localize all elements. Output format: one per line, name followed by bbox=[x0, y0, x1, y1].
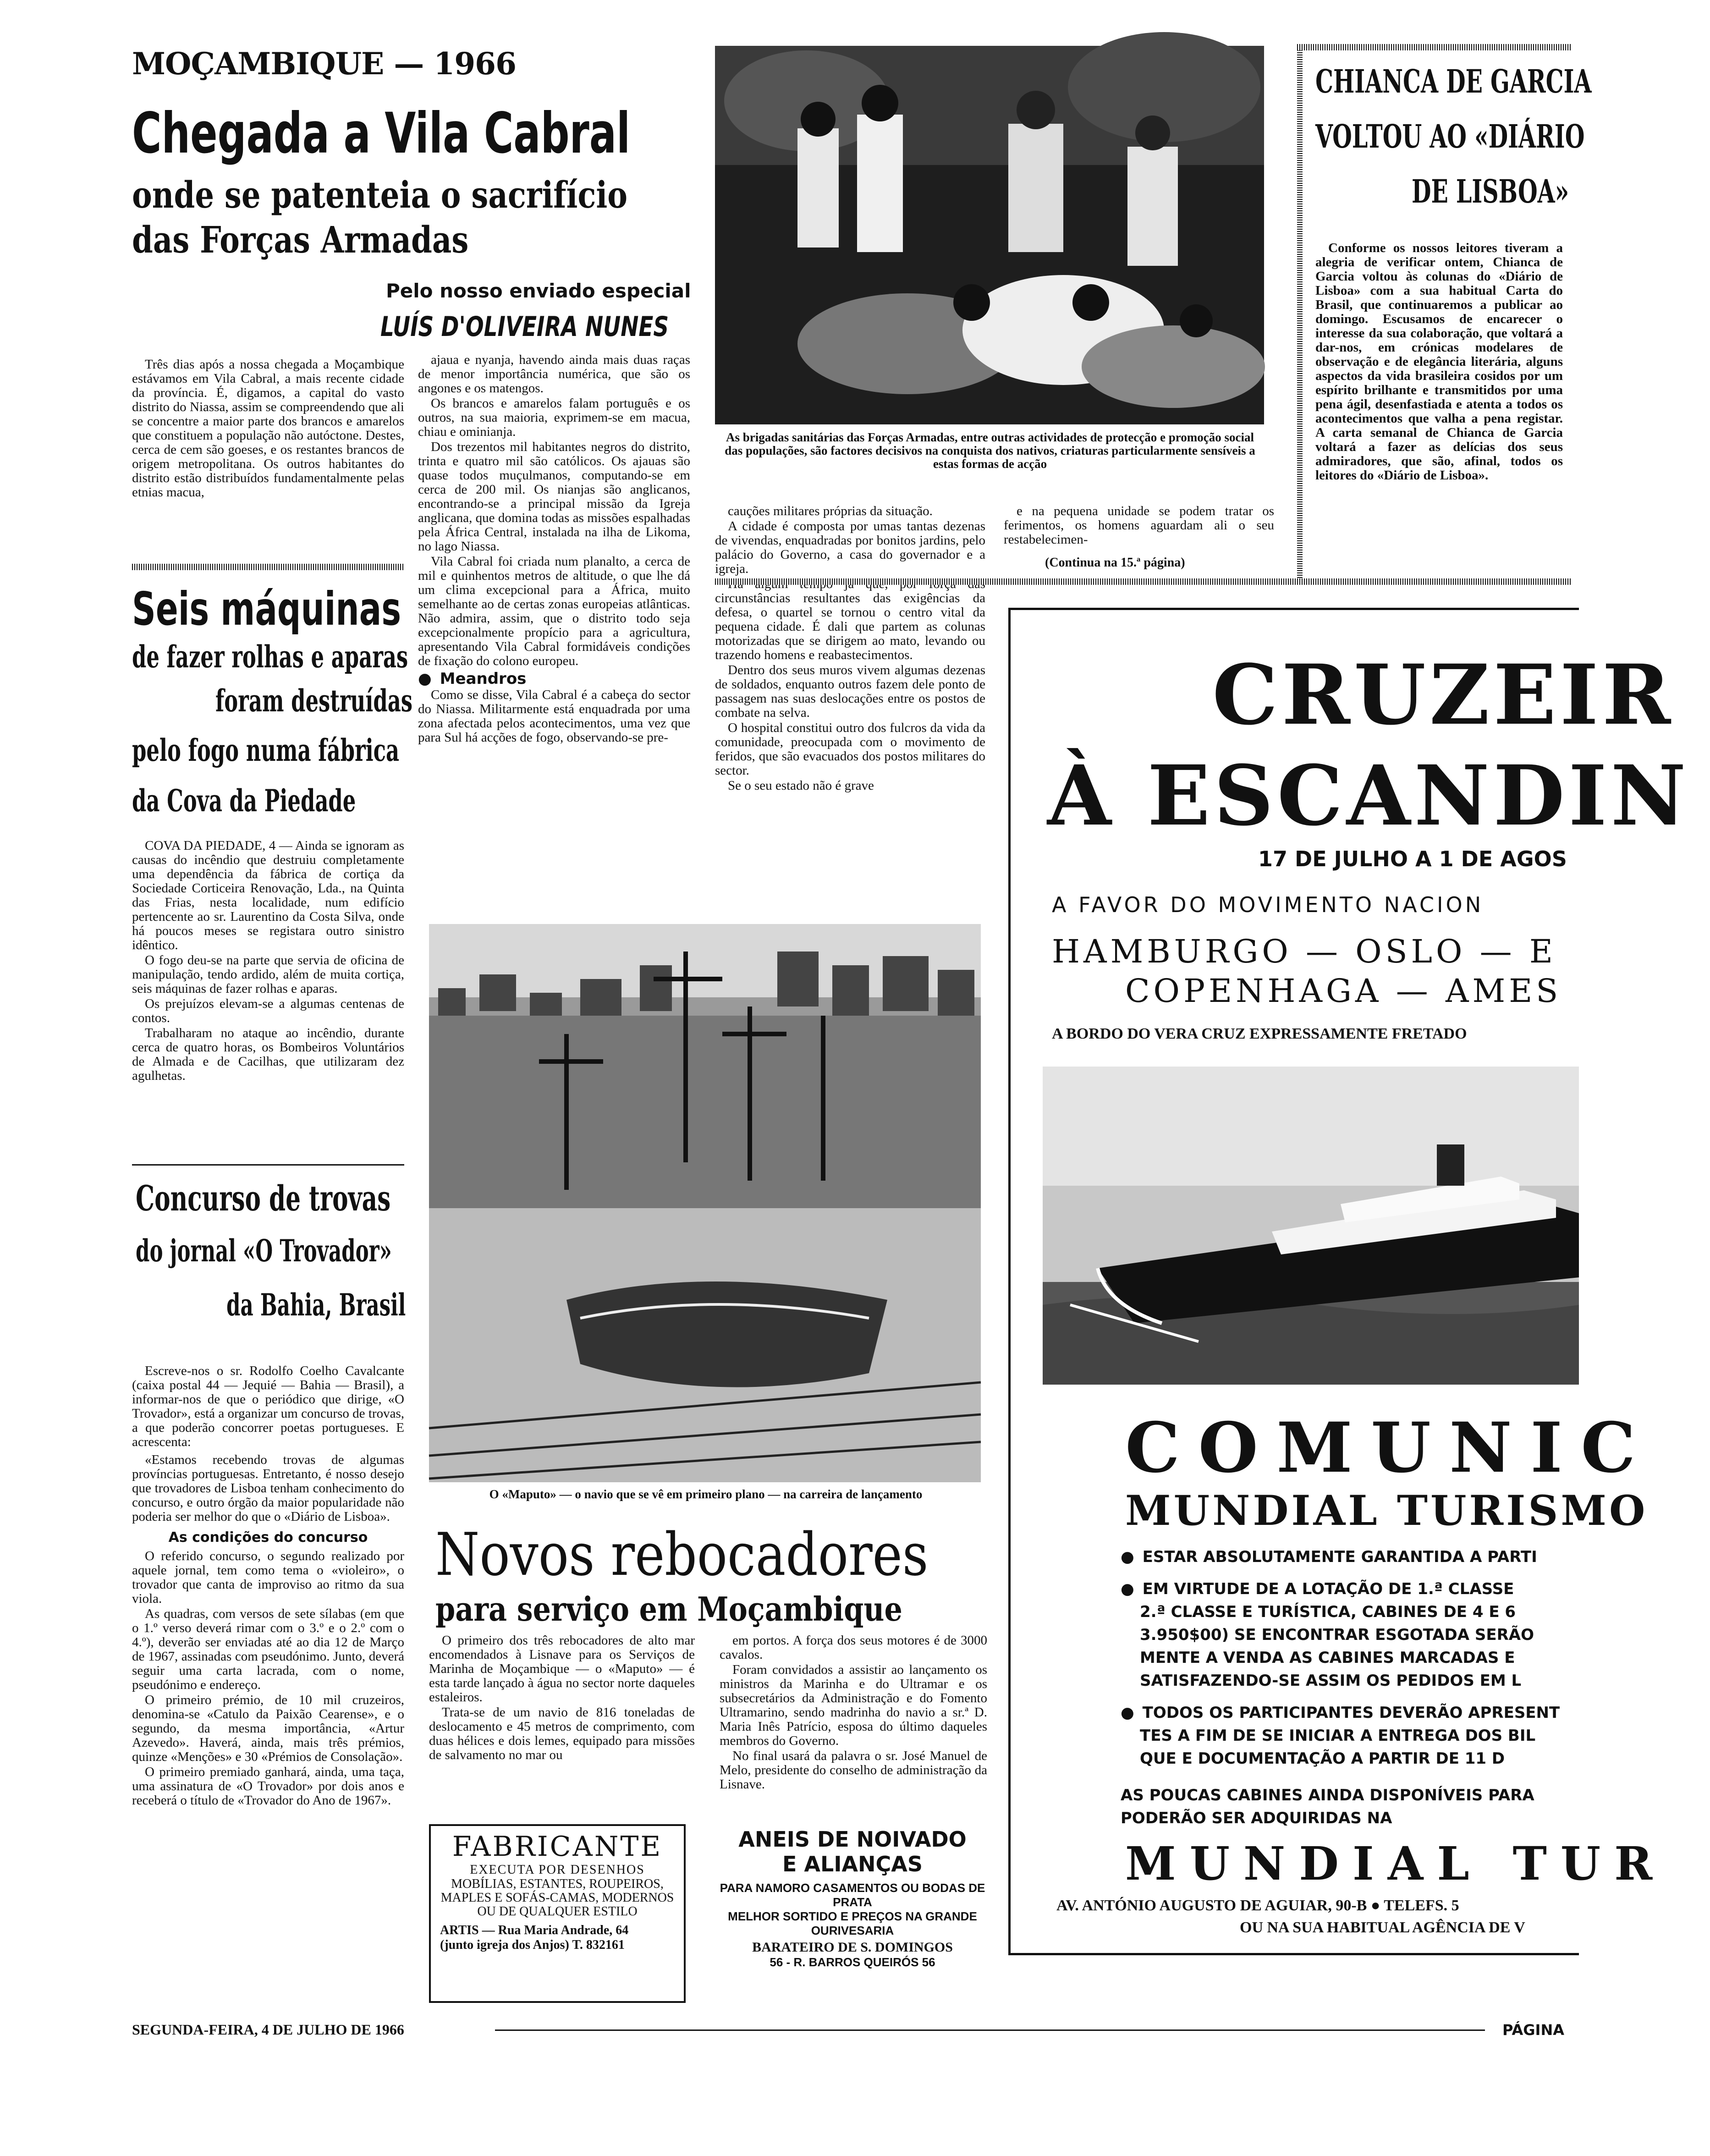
vila-cabral-subhead-1: onde se patenteia o sacrifício bbox=[132, 173, 628, 216]
rebocadores-col1 bbox=[429, 1634, 695, 1763]
shipyard-photo-caption: O «Maputo» — o navio que se vê em primeiro plano — na carreira de lançamento bbox=[489, 1487, 923, 1501]
cruzeiro-address: AV. ANTÓNIO AUGUSTO DE AGUIAR, 90-B ● TELEFS. 5 bbox=[1056, 1897, 1459, 1914]
paragraph: Dentro dos seus muros vivem algumas dezenas de soldados, enquanto outros fazem dele ponto de passagem nas suas deslocações entre os postos de combate na selva. bbox=[715, 663, 985, 720]
continua-link[interactable]: (Continua na 15.ª página) bbox=[1045, 556, 1185, 570]
footer-date: SEGUNDA-FEIRA, 4 DE JULHO DE 1966 bbox=[132, 2021, 404, 2038]
mundial-turismo-heading: MUNDIAL TURISMO bbox=[1125, 1486, 1648, 1535]
paragraph: Os prejuízos elevam-se a algumas centenas de contos. bbox=[132, 996, 404, 1025]
box-border bbox=[1297, 44, 1571, 50]
mundial-turismo-logo: MUNDIAL TUR bbox=[1125, 1837, 1666, 1891]
meandros-subhead: ● Meandros bbox=[418, 672, 690, 686]
aneis-line-2: MELHOR SORTIDO E PREÇOS NA GRANDE OURIVESARIA bbox=[728, 1909, 977, 1937]
cruzeiro-bullet-2e: SATISFAZENDO-SE ASSIM OS PEDIDOS EM L bbox=[1140, 1672, 1522, 1690]
cruzeiro-ad bbox=[1008, 608, 1690, 1955]
trovas-headline-1: Concurso de trovas bbox=[136, 1178, 391, 1219]
cruzeiro-bullet-3b: TES A FIM DE SE INICIAR A ENTREGA DOS BIL bbox=[1140, 1727, 1536, 1745]
paragraph: Os brancos e amarelos falam português e os outros, na sua maioria, exprimem-se em macua, chiau e ominianja. bbox=[418, 396, 690, 439]
paragraph: No final usará da palavra o sr. José Manuel de Melo, presidente do conselho de administração da Lisnave. bbox=[720, 1749, 987, 1792]
maquinas-headline-5: da Cova da Piedade bbox=[132, 783, 356, 819]
cruzeiro-bullet-1: ● ESTAR ABSOLUTAMENTE GARANTIDA A PARTI bbox=[1121, 1548, 1537, 1566]
vila-cabral-col3 bbox=[715, 504, 985, 794]
footer-page-label: PÁGINA bbox=[1499, 2021, 1564, 2039]
fabricante-line-1: EXECUTA POR DESENHOS bbox=[470, 1863, 645, 1877]
paragraph: Trabalharam no ataque ao incêndio, durante cerca de quatro horas, os Bombeiros Voluntários de Almada e de Cacilhas, que utilizaram dez agulhetas. bbox=[132, 1026, 404, 1083]
aneis-line-1: PARA NAMORO CASAMENTOS OU BODAS DE PRATA bbox=[720, 1881, 985, 1909]
paragraph: O primeiro premiado ganhará, ainda, uma taça, uma assinatura de «O Trovador» por dois anos e receberá o título de «Trovador do Ano de 1967». bbox=[132, 1765, 404, 1808]
maquinas-headline-1: Seis máquinas bbox=[132, 582, 401, 636]
cruzeiro-bullet-3a: ● TODOS OS PARTICIPANTES DEVERÃO APRESENT bbox=[1121, 1704, 1560, 1722]
aneis-line-4: 56 - R. BARROS QUEIRÓS 56 bbox=[770, 1955, 935, 1969]
aneis-ad bbox=[715, 1827, 990, 2003]
box-border bbox=[1297, 578, 1571, 585]
cruzeiro-cities-1: HAMBURGO — OSLO — E bbox=[1052, 933, 1557, 970]
byline-author: LUÍS D'OLIVEIRA NUNES bbox=[380, 311, 669, 343]
paragraph: Escreve-nos o sr. Rodolfo Coelho Cavalcante (caixa postal 44 — Jequié — Bahia — Brasil), a informar-nos de que o periódico que dirige, «O Trovador», está a organizar um concurso de trovas, a que poderão concorrer poetas portugueses. E acrescenta: bbox=[132, 1364, 404, 1449]
ship-photo bbox=[1043, 1067, 1579, 1385]
maquinas-headline-3: foram destruídas bbox=[215, 683, 413, 719]
trovas-headline-3: da Bahia, Brasil bbox=[226, 1287, 406, 1323]
paragraph: O referido concurso, o segundo realizado por aquele jornal, tem como tema o «violeiro», o trovador que canta de improviso ao ritmo da sua viola. bbox=[132, 1549, 404, 1606]
cruzeiro-agency: OU NA SUA HABITUAL AGÊNCIA DE V bbox=[1240, 1919, 1525, 1936]
footer-rule bbox=[495, 2030, 1485, 2031]
rule bbox=[715, 578, 1309, 585]
cruzeiro-bullet-2c: 3.950$00) SE ENCONTRAR ESGOTADA SERÃO bbox=[1140, 1626, 1534, 1644]
paragraph: Três dias após a nossa chegada a Moçambique estávamos em Vila Cabral, a mais recente cidade da província. É, digamos, a capital do vasto distrito do Niassa, assim se compreendendo que ali se concentre a maior parte dos brancos e amarelos que constituem a população não autóctone. Destes, cerca de cem são goeses, e os restantes brancos de origem metropolitana. Os outros habitantes do distrito estão distribuídos fundamentalmente pelas etnias macua, bbox=[132, 357, 404, 500]
aneis-title-2: E ALIANÇAS bbox=[782, 1852, 923, 1876]
cruzeiro-title-2: À ESCANDIN bbox=[1047, 748, 1690, 844]
cruzeiro-poucas-1: AS POUCAS CABINES AINDA DISPONÍVEIS PARA bbox=[1121, 1786, 1534, 1804]
maquinas-body bbox=[132, 839, 404, 1084]
rule bbox=[132, 564, 404, 570]
photo-illustration bbox=[715, 46, 1264, 424]
chianca-title-1: CHIANCA DE GARCIA bbox=[1315, 62, 1592, 100]
paragraph: Como se disse, Vila Cabral é a cabeça do sector do Niassa. Militarmente está enquadrada por uma zona afectada pelos acontecimentos, uma vez que para Sul há acções de fogo, observando-se pre- bbox=[418, 688, 690, 745]
cruzeiro-title-1: CRUZEIR bbox=[1212, 647, 1675, 743]
trovas-headline-2: do jornal «O Trovador» bbox=[136, 1233, 392, 1269]
cruzeiro-poucas-2: PODERÃO SER ADQUIRIDAS NA bbox=[1121, 1809, 1392, 1827]
vila-cabral-subhead-2: das Forças Armadas bbox=[132, 218, 469, 261]
paragraph: O fogo deu-se na parte que servia de oficina de manipulação, tendo ardido, além de muita cortiça, seis máquinas de fazer rolhas e aparas. bbox=[132, 953, 404, 996]
byline-label: Pelo nosso enviado especial bbox=[386, 280, 691, 302]
cruzeiro-cities-2: COPENHAGA — AMES bbox=[1125, 972, 1562, 1010]
medical-brigade-photo bbox=[715, 46, 1264, 424]
fabricante-line-3: ARTIS — Rua Maria Andrade, 64 bbox=[440, 1923, 629, 1937]
paragraph: A cidade é composta por umas tantas dezenas de vivendas, enquadradas por bonitos jardins, pelo palácio do Governo, a casa do governador e a igreja. bbox=[715, 519, 985, 576]
paragraph: Foram convidados a assistir ao lançamento os ministros da Marinha e do Ultramar e os subsecretários da Administração e do Fomento Ultramarino, sendo madrinha do navio a sr.ª D. Maria Inês Patrício, esposa do último daqueles membros do Governo. bbox=[720, 1662, 987, 1748]
paragraph: circunstâncias resultantes das exigências da defesa, o quartel se tornou o centro vital da pequena cidade. É dali que partem as colunas motorizadas que se dirigem ao mato, levando ou trazendo homens e reabastecimentos. bbox=[715, 591, 985, 662]
fabricante-title: FABRICANTE bbox=[452, 1831, 663, 1863]
chianca-body: Conforme os nossos leitores tiveram a alegria de verificar ontem, Chianca de Garcia voltou às colunas do «Diário de Lisboa» com a sua habitual Carta do Brasil, que continuaremos a publicar ao domingo. Escusamos de encarecer o interesse da sua colaboração, que voltará a dar-nos, em crónicas modelares de observação e de elegância literária, alguns aspectos da vida brasileira cosidos por um espírito brilhante e transmitidos por uma pena ágil, desenfastiada e atenta a todos os acontecimentos que valha a pena registar. A carta semanal de Chianca de Garcia voltará a fazer as delícias dos seus admiradores, que são, afinal, todos os leitores do «Diário de Lisboa». bbox=[1315, 241, 1563, 483]
vila-cabral-col4 bbox=[1004, 504, 1274, 548]
paragraph: Dos trezentos mil habitantes negros do distrito, trinta e quatro mil são católicos. Os ajauas são quase todos muçulmanos, computando-se em cerca de 200 mil. Os nianjas são anglicanos, encontrando-se a principal missão da Igreja anglicana, que domina todas as missões espalhadas pela África Central, instalada na ilha de Likoma, no lago Niassa. bbox=[418, 440, 690, 554]
trovas-body bbox=[132, 1364, 404, 1809]
rebocadores-col2 bbox=[720, 1634, 987, 1793]
box-border bbox=[1297, 44, 1303, 585]
paragraph: ajaua e nyanja, havendo ainda mais duas raças de menor importância numérica, que são os angones e os matengos. bbox=[418, 352, 690, 396]
paragraph: Vila Cabral foi criada num planalto, a cerca de mil e quinhentos metros de altitude, o que lhe dá um clima excepcional para a África, muito semelhante ao de certas zonas europeias atlânticas. Não admira, assim, que o distrito todo seja excepcionalmente propício para a agricultura, apresentando Vila Cabral formidáveis condições de fixação do colono europeu. bbox=[418, 554, 690, 668]
cruzeiro-bullet-2b: 2.ª CLASSE E TURÍSTICA, CABINES DE 4 E 6 bbox=[1140, 1603, 1516, 1621]
vila-cabral-headline: Chegada a Vila Cabral bbox=[132, 101, 631, 166]
paragraph: O hospital constitui outro dos fulcros da vida da comunidade, preocupada com o movimento de feridos, que são evacuados dos postos militares do sector. bbox=[715, 720, 985, 778]
paragraph: O primeiro dos três rebocadores de alto mar encomendados à Lisnave para os Serviços de Marinha de Moçambique — o «Maputo» — é esta tarde lançado à água no sector norte daqueles estaleiros. bbox=[429, 1633, 695, 1705]
paragraph: COVA DA PIEDADE, 4 — Ainda se ignoram as causas do incêndio que destruiu completamente uma dependência da fábrica de cortiça da Sociedade Corticeira Renovação, Lda., na Quinta das Frias, nesta localidade, num edifício pertencente ao sr. Laurentino da Costa Silva, onde há poucos meses se registara outro sinistro idêntico. bbox=[132, 838, 404, 952]
cruzeiro-bullet-2d: MENTE A VENDA AS CABINES MARCADAS E bbox=[1140, 1649, 1515, 1667]
cruzeiro-bullet-3c: QUE E DOCUMENTAÇÃO A PARTIR DE 11 D bbox=[1140, 1749, 1505, 1768]
rebocadores-headline: Novos rebocadores bbox=[435, 1521, 929, 1589]
vila-cabral-col1 bbox=[132, 358, 404, 500]
ship-illustration bbox=[1043, 1067, 1579, 1385]
fabricante-line-4: (junto igreja dos Anjos) T. 832161 bbox=[440, 1938, 625, 1952]
paragraph: cauções militares próprias da situação. bbox=[728, 504, 933, 518]
paragraph: As quadras, com versos de sete sílabas (em que o 1.º verso deverá rimar com o 3.º e o 2.º com o 4.º), deverão ser enviadas até ao dia 12 de Março de 1967, assinadas com pseudónimo. Junto, deverá seguir uma carta lacrada, com o nome, pseudónimo e endereço. bbox=[132, 1606, 404, 1692]
paragraph: «Estamos recebendo trovas de algumas províncias portuguesas. Entretanto, é nosso desejo que trovadores de Lisboa tenham conhecimento do concurso, e outro órgão da maior popularidade não poderia ser melhor do que o «Diário de Lisboa». bbox=[132, 1452, 404, 1524]
paragraph: e na pequena unidade se podem tratar os ferimentos, os homens aguardam ali o seu restabelecimen- bbox=[1004, 504, 1274, 547]
fabricante-line-2: MOBÍLIAS, ESTANTES, ROUPEIROS, MAPLES E SOFÁS-CAMAS, MODERNOS OU DE QUALQUER ESTILO bbox=[440, 1877, 674, 1919]
paragraph: em portos. A força dos seus motores é de 3000 cavalos. bbox=[720, 1633, 987, 1662]
shipyard-photo bbox=[429, 924, 981, 1482]
rule bbox=[132, 1164, 404, 1166]
comunic-heading: COMUNIC bbox=[1125, 1408, 1654, 1488]
medical-brigade-caption: As brigadas sanitárias das Forças Armadas, entre outras actividades de protecção e promoção social das populações, são factores decisivos na conquista dos nativos, criaturas particularmente sensíveis a estas formas de acção bbox=[725, 430, 1255, 471]
maquinas-headline-4: pelo fogo numa fábrica bbox=[132, 732, 400, 768]
cruzeiro-dates: 17 DE JULHO A 1 DE AGOS bbox=[1258, 847, 1567, 871]
fabricante-ad bbox=[429, 1824, 686, 2003]
paragraph: Trata-se de um navio de 816 toneladas de deslocamento e 45 metros de comprimento, com duas hélices e dois lemes, equipado para missões de salvamento no mar ou bbox=[429, 1705, 695, 1762]
chianca-box bbox=[1297, 44, 1592, 585]
section-kicker: MOÇAMBIQUE — 1966 bbox=[132, 46, 517, 82]
paragraph: O primeiro prémio, de 10 mil cruzeiros, denomina-se «Catulo da Paixão Cearense», e o segundo, da mesma importância, «Artur Azevedo». Haverá, ainda, mais três prémios, quinze «Menções» e 30 «Prémios de Consolação». bbox=[132, 1693, 404, 1764]
chianca-title-3: DE LISBOA» bbox=[1412, 172, 1569, 210]
chianca-title-2: VOLTOU AO «DIÁRIO bbox=[1315, 117, 1585, 155]
photo-illustration bbox=[429, 924, 981, 1482]
cruzeiro-vera-cruz: A BORDO DO VERA CRUZ EXPRESSAMENTE FRETADO bbox=[1052, 1025, 1467, 1042]
paragraph: Se o seu estado não é grave bbox=[728, 778, 874, 793]
trovas-subhead: As condições do concurso bbox=[168, 1529, 368, 1546]
cruzeiro-bullet-2a: ● EM VIRTUDE DE A LOTAÇÃO DE 1.ª CLASSE bbox=[1121, 1580, 1514, 1598]
cruzeiro-favor: A FAVOR DO MOVIMENTO NACION bbox=[1052, 892, 1484, 917]
rebocadores-subhead: para serviço em Moçambique bbox=[435, 1590, 902, 1628]
maquinas-headline-2: de fazer rolhas e aparas bbox=[132, 639, 408, 675]
aneis-title-1: ANEIS DE NOIVADO bbox=[738, 1827, 967, 1852]
aneis-line-3: BARATEIRO DE S. DOMINGOS bbox=[752, 1940, 953, 1955]
